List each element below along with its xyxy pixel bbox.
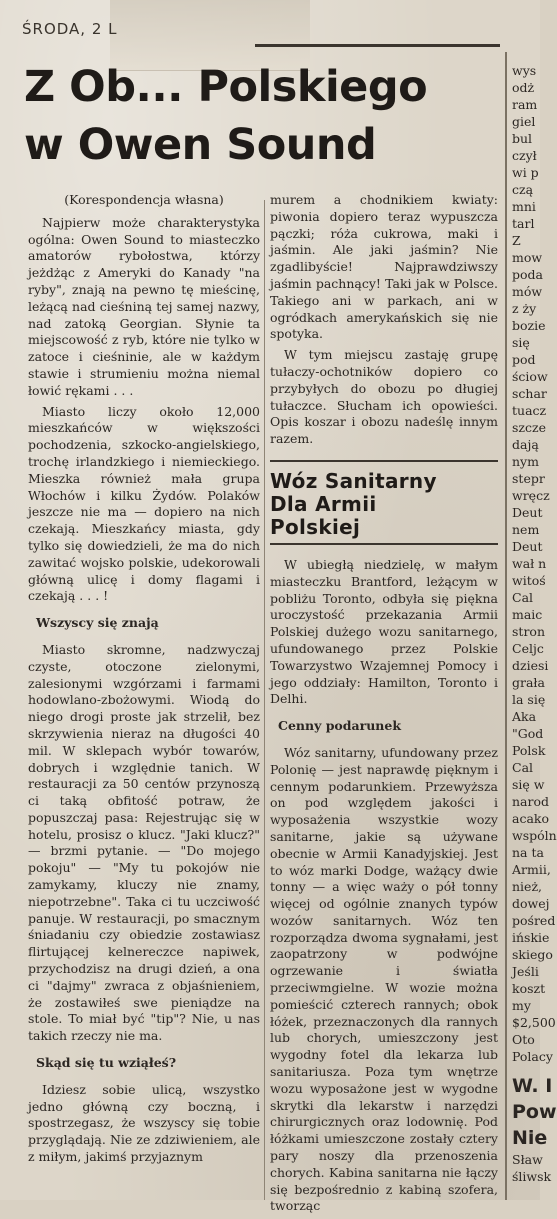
byline: (Korespondencja własna) (64, 192, 224, 207)
paragraph: W tym miejscu zastaję grupę tułaczy-ochotników dopiero co przybyłych do obozu po długiej tułaczce. Słucham ich opowieści. Opis koszar i obozu nadeślę innym razem. (270, 347, 498, 447)
edge-line: giel (512, 114, 536, 129)
edge-line: mow (512, 250, 543, 265)
edge-line: Z (512, 233, 521, 248)
edge-title-line: Nie (512, 1127, 548, 1149)
edge-title-line: Pow (512, 1101, 557, 1123)
edge-line: nym (512, 454, 539, 469)
edge-line: narod (512, 794, 550, 809)
edge-line: czą (512, 182, 534, 197)
header-rule (255, 44, 500, 47)
edge-line: mów (512, 284, 543, 299)
edge-line: witoś (512, 573, 546, 588)
edge-line: Deut (512, 539, 543, 554)
edge-line: koszt (512, 981, 546, 996)
edge-line: Cal (512, 590, 534, 605)
edge-line: acako (512, 811, 550, 826)
edge-line: Deut (512, 505, 543, 520)
edge-column-lines (512, 62, 557, 1065)
edge-line: Armii, (512, 862, 551, 877)
paragraph: Miasto skromne, nadzwyczaj czyste, otoczone zielonymi, zalesionymi wzgórzami i farmami hodowlano-zbożowymi. Wiodą do niego drogi proste jak strzelił, bez skrzywienia nieraz na długości 40 mil. W sklepach wybór towarów, dobrych i względnie tanich. W restauracji za 50 centów przynoszą ci taką obfitość potraw, że popuszczaj pasa: Rejestrując się w hotelu, prosisz o klucz. "Jaki klucz?" — brzmi pytanie. — "Do mojego pokoju" — "My tu pokojów nie zamykamy, kluczy nie znamy, niepotrzebne". Taka ci tu uczciwość panuje. W restauracji, po smacznym śniadaniu czy obiedzie zostawiasz flirtującej kelnereczce napiwek, przychodzisz na drugi dzień, a ona ci "dajmy" zwraca z objaśnieniem, że zostawiłeś swe pieniądze na stole. To miał być "tip"? Nie, u nas takich rzeczy nie ma. (28, 641, 260, 1044)
edge-line: poda (512, 267, 543, 282)
column-divider-right (505, 52, 507, 1200)
edge-line: śliwsk (512, 1169, 552, 1184)
paragraph: Idziesz sobie ulicą, wszystko jedno główną czy boczną, i spostrzegasz, że wszyscy się tobie przyglądają. Nie ze zdziwieniem, ale z miłym, jakimś przyjaznym (28, 1081, 260, 1165)
edge-line: pod (512, 352, 536, 367)
edge-line: Sław (512, 1152, 543, 1167)
edge-line: Polsk (512, 743, 546, 758)
paragraph: Wóz sanitarny, ufundowany przez Polonię — jest naprawdę pięknym i cennym podarunkiem. Przewyższa on pod względem jakości i wyposażenia wszystkie wozy sanitarne, jakie są używane obecnie w Armii Kanadyjskiej. Jest to wóz marki Dodge, ważący dwie tonny — a więc waży o pół tonny więcej od ogólnie znanych typów wozów sanitarnych. Wóz ten rozporządza dwoma sygnałami, jest zaopatrzony w podwójne ogrzewanie i światła przeciwmgielne. W wozie można pomieścić czterech rannych; obok łóżek, przeznaczonych dla rannych lub chorych, umieszczony jest wygodny fotel dla lekarza lub sanitariusza. Poza tym wnętrze wozu wyposażone jest w wygodne skrytki dla lekarstw i narzędzi chirurgicznych oraz lodownię. Pod łóżkami umieszczone zostały cztery pary noszy dla przenoszenia chorych. Kabina sanitarna nie łączy się bezpośrednio z kabiną szofera, tworząc (270, 744, 498, 1214)
article-headline (24, 58, 444, 174)
subheading: Cenny podarunek (278, 718, 401, 734)
edge-line: la się (512, 692, 546, 707)
edge-line: dziesi (512, 658, 549, 673)
edge-line: tarl (512, 216, 535, 231)
edge-line: Cal (512, 760, 534, 775)
edge-line: Jeśli (512, 964, 539, 979)
paragraph: Najpierw może charakterystyka ogólna: Owen Sound to miasteczko amatorów rybołostwa, którzy jeżdżąc z Ameryki do Kanady "na ryby", znają na pewno tę mieścinę, leżącą nad cieśniną tej samej nazwy, nad zatoką Georgian. Słynie ta miejscowość z ryb, które nie tylko w zatoce i cieśninie, ale w każdym stawie i strumieniu można niemal łowić rękami . . . (28, 214, 260, 398)
edge-line: wręcz (512, 488, 550, 503)
edge-line: wał n (512, 556, 547, 571)
article-column-2 (270, 192, 498, 1219)
edge-line: grała (512, 675, 545, 690)
edge-line: na ta (512, 845, 544, 860)
edge-line: pośred (512, 913, 556, 928)
paragraph: Miasto liczy około 12,000 mieszkańców w większości pochodzenia, szkocko-angielskiego, trochę irlandzkiego i niemieckiego. Mieszka również mała grupa Włochów i kilku Żydów. Polaków jeszcze nie ma — dopiero na nich czekają. Mieszkańcy miasta, gdy tylko się dowiedzieli, że ma do nich zawitać wojsko polskie, udekorowali główną ulicę i domy flagami i czekają . . . ! (28, 403, 260, 604)
edge-line: ram (512, 97, 538, 112)
edge-line: bul (512, 131, 533, 146)
column-divider (264, 200, 265, 1200)
issue-date: ŚRODA, 2 L (22, 20, 118, 38)
edge-line: $2,500 (512, 1015, 556, 1030)
edge-line: Aka (512, 709, 537, 724)
edge-line: się (512, 335, 530, 350)
edge-column (512, 62, 557, 1185)
subheading: Wszyscy się znają (36, 615, 159, 631)
edge-line: Polacy (512, 1049, 553, 1064)
edge-line: mni (512, 199, 536, 214)
edge-line: dają (512, 437, 539, 452)
edge-line: wspóln (512, 828, 557, 843)
paragraph: murem a chodnikiem kwiaty: piwonia dopiero teraz wypuszcza pączki; róża cukrowa, maki i jaśmin. Ale jaki jaśmin? Nie zgadlibyście! Najprawdziwszy jaśmin pachnący! Taki jak w Polsce. Takiego ani w parkach, ani w ogródkach amerykańskich się nie spotyka. (270, 192, 498, 342)
edge-title-line: W. I (512, 1075, 553, 1097)
edge-line: wys (512, 63, 537, 78)
edge-line: bozie (512, 318, 546, 333)
edge-line: stron (512, 624, 545, 639)
edge-line: odż (512, 80, 535, 95)
edge-line: z ży (512, 301, 537, 316)
edge-line: maic (512, 607, 543, 622)
edge-line: dowej (512, 896, 550, 911)
article2-title-line-2: Dla Armii (270, 491, 377, 516)
edge-line: szcze (512, 420, 546, 435)
edge-line: czył (512, 148, 537, 163)
subheading: Skąd się tu wziąłeś? (36, 1055, 177, 1071)
article2-header (270, 460, 498, 545)
article-column-1 (28, 192, 260, 1170)
edge-line: ściow (512, 369, 548, 384)
paragraph: W ubiegłą niedzielę, w małym miasteczku Brantford, leżącym w pobliżu Toronto, odbyła się piękna uroczystość przekazania Armii Polskiej dużego wozu sanitarnego, ufundowanego przez Polskie Towarzystwo Wzajemnej Pomocy i jego oddziały: Hamilton, Toronto i Delhi. (270, 556, 498, 707)
article2-title-line-3: Polskiej (270, 514, 361, 539)
headline-line-1: Z Ob... Polskiego (24, 62, 428, 112)
edge-line: stepr (512, 471, 545, 486)
edge-line: nem (512, 522, 540, 537)
edge-line: my (512, 998, 531, 1013)
edge-line: schar (512, 386, 547, 401)
edge-column-bottom (512, 1073, 557, 1185)
edge-line: tuacz (512, 403, 547, 418)
edge-line: "God (512, 726, 544, 741)
edge-line: Celjc (512, 641, 544, 656)
edge-line: się w (512, 777, 545, 792)
headline-line-2: w Owen Sound (24, 120, 377, 170)
edge-line: wi p (512, 165, 539, 180)
edge-line: nież, (512, 879, 543, 894)
article2-title-line-1: Wóz Sanitarny (270, 468, 437, 493)
edge-line: Oto (512, 1032, 535, 1047)
edge-line: skiego (512, 947, 553, 962)
edge-line: ińskie (512, 930, 550, 945)
